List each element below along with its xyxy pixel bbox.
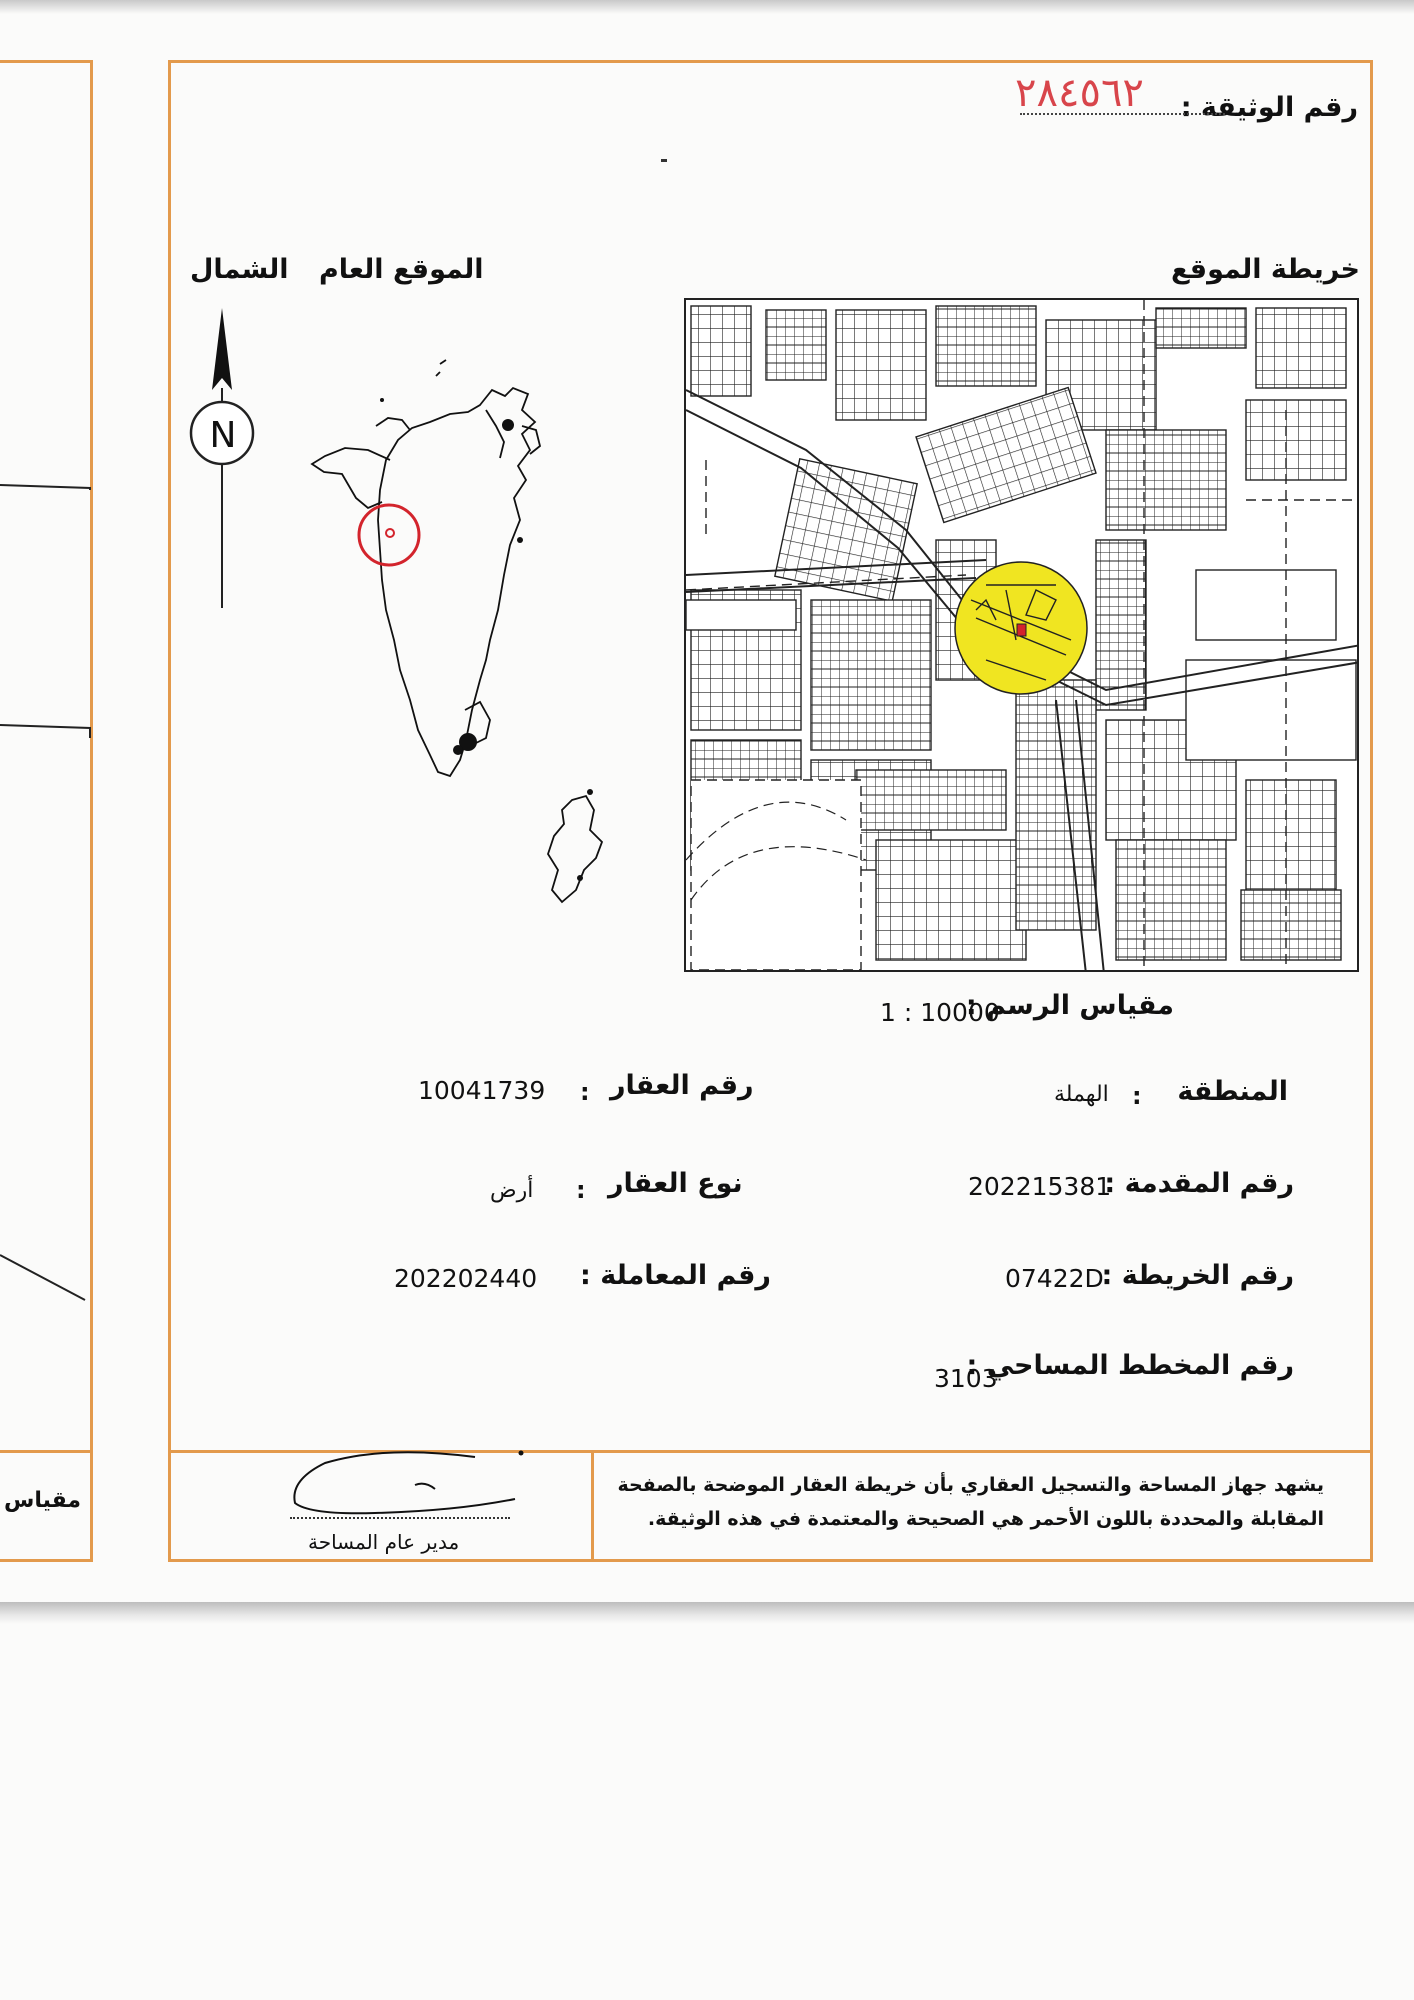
transaction-number-label: رقم المعاملة : (580, 1260, 771, 1291)
country-outline-map (290, 330, 620, 930)
signature-mark (285, 1445, 545, 1535)
document-number-handwritten: ٢٨٤٥٦٢ (1015, 70, 1144, 116)
transaction-number-value: 202202440 (394, 1264, 538, 1293)
certification-line-2: المقابلة والمحددة باللون الأحمر هي الصحيحة والمعتمدة في هذه الوثيقة. (647, 1508, 1324, 1530)
north-letter: N (209, 415, 237, 456)
property-type-value: أرض (490, 1178, 534, 1203)
map-number-label: رقم الخريطة : (1101, 1260, 1294, 1291)
property-number-value: 10041739 (418, 1076, 546, 1105)
general-location-title: الموقع العام (319, 254, 484, 285)
application-number-label: رقم المقدمة : (1104, 1168, 1294, 1199)
scale-label: مقياس الرسم : (965, 990, 1174, 1021)
left-panel-lines (0, 470, 95, 1310)
signatory-title: مدير عام المساحة (308, 1530, 460, 1554)
location-map-title: خريطة الموقع (1170, 254, 1360, 285)
north-title: الشمال (190, 254, 289, 285)
left-panel-label: مقياس (4, 1488, 82, 1513)
region-label: المنطقة (1177, 1076, 1288, 1107)
left-panel-divider (0, 1450, 93, 1453)
survey-plan-label: رقم المخطط المساحي : (966, 1350, 1294, 1381)
signature-dotted-line (290, 1517, 510, 1519)
document-number-label: رقم الوثيقة : (1180, 92, 1358, 123)
application-number-value: 202215381 (968, 1172, 1112, 1201)
certification-line-1: يشهد جهاز المساحة والتسجيل العقاري بأن خريطة العقار الموضحة بالصفحة (617, 1474, 1324, 1496)
scale-value: 1 : 10000 (880, 998, 1000, 1027)
survey-plan-value: 3103 (934, 1364, 998, 1393)
region-value: الهملة (1054, 1082, 1109, 1107)
property-number-label: رقم العقار (610, 1070, 754, 1101)
page-fold-edge (0, 1602, 1414, 1624)
north-arrow-icon (185, 308, 255, 608)
location-map (684, 298, 1359, 972)
map-number-value: 07422D (1005, 1264, 1104, 1293)
speck (661, 159, 667, 162)
property-type-colon: : (576, 1176, 586, 1204)
document-number-dotted-line (1020, 113, 1225, 115)
property-type-label: نوع العقار (608, 1168, 743, 1199)
region-colon: : (1132, 1082, 1142, 1110)
property-number-colon: : (580, 1078, 590, 1106)
page-top-edge (0, 0, 1414, 14)
footer-column-divider (591, 1450, 594, 1562)
